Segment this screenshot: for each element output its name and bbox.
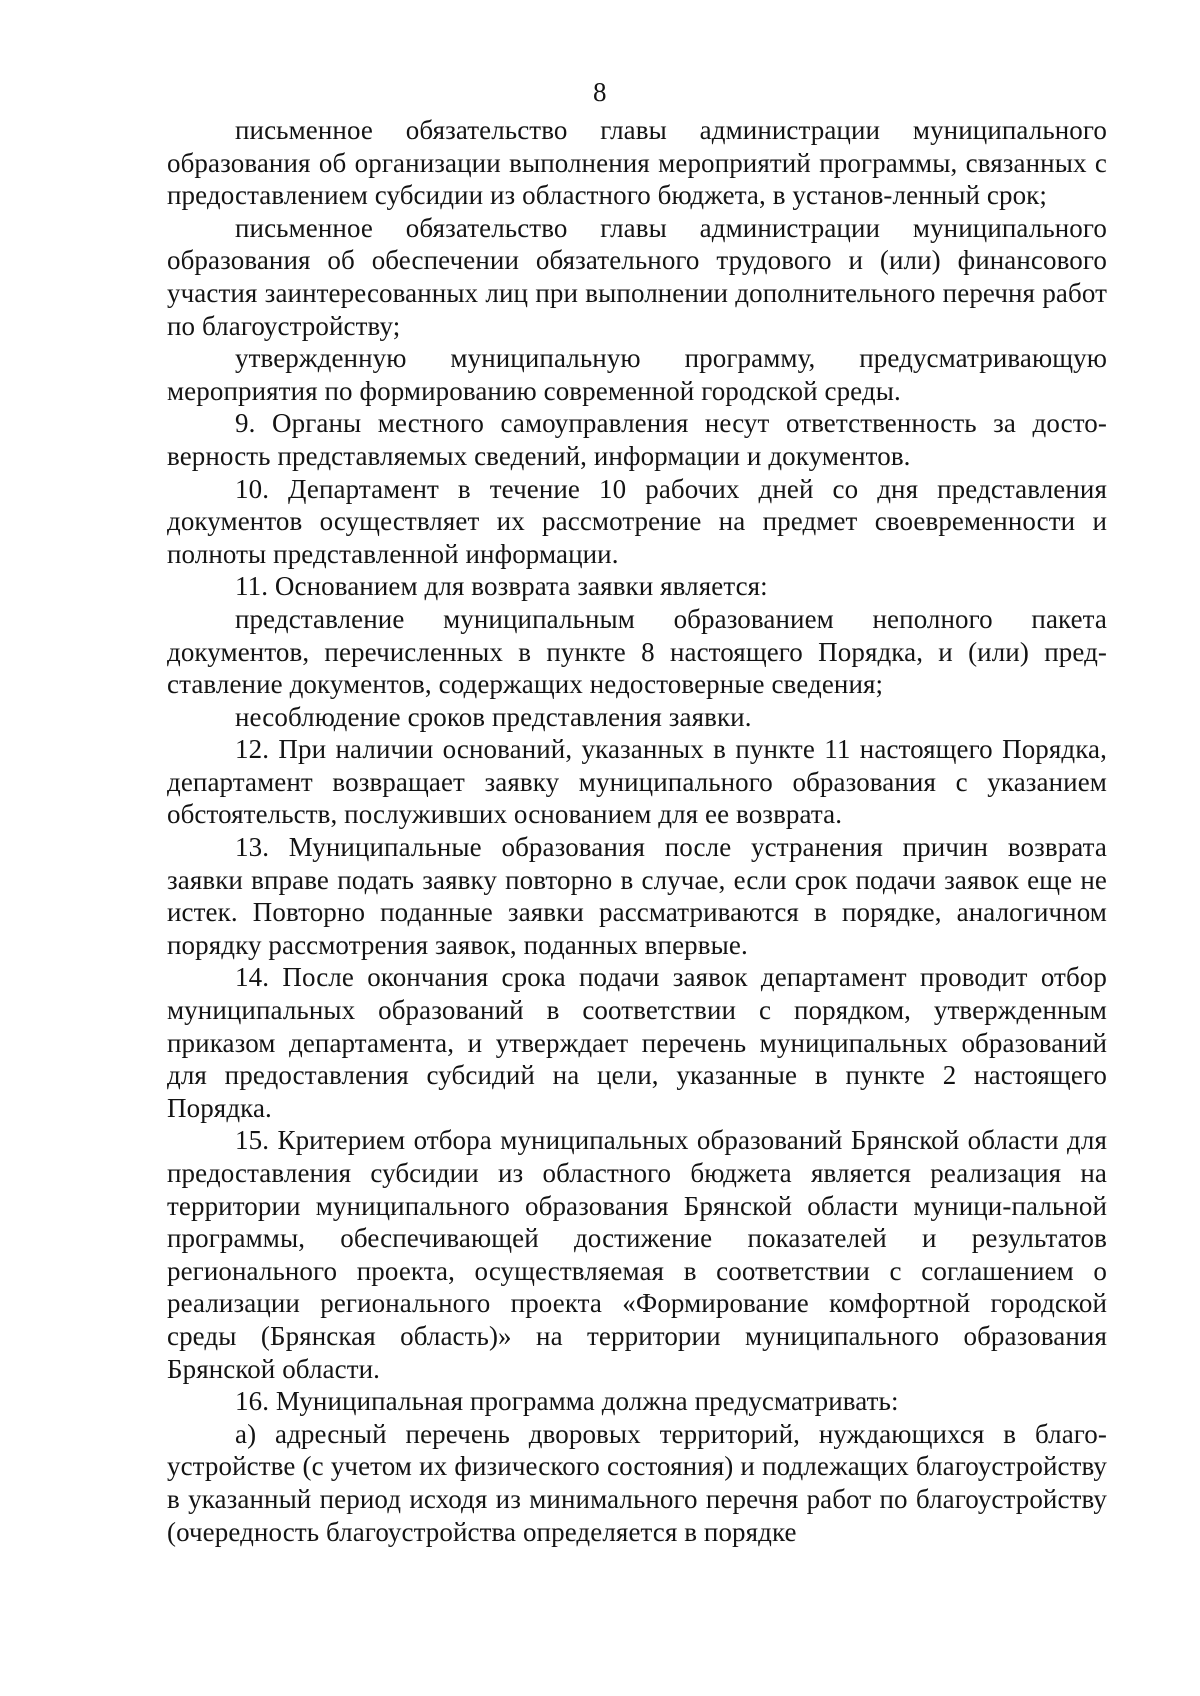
document-body: [167, 114, 1107, 1548]
paragraph-incomplete-package: представление муниципальным образованием неполного пакета документов, перечисленных в пункте 8 настоящего Порядка, и (или) пред-ставление документов, содержащих недостоверные сведения;: [167, 603, 1107, 700]
page-number: 8: [593, 77, 607, 107]
paragraph-item-16: 16. Муниципальная программа должна предусматривать:: [235, 1386, 899, 1417]
paragraph-obligation-participation: письменное обязательство главы администрации муниципального образования об обеспечении обязательного трудового и (или) финансового участия заинтересованных лиц при выполнении дополнительного перечня работ по благоустройству;: [167, 212, 1107, 341]
paragraph-obligation-organization: письменное обязательство главы администрации муниципального образования об организации выполнения мероприятий программы, связанных с предоставлением субсидии из областного бюджета, в установ-ленный срок;: [167, 115, 1107, 211]
paragraph-item-13: 13. Муниципальные образования после устранения причин возврата заявки вправе подать заявку повторно в случае, если срок подачи заявок еще не истек. Повторно поданные заявки рассматриваются в порядке, аналогичном порядку рассмотрения заявок, поданных впервые.: [167, 832, 1107, 960]
paragraph-item-12: 12. При наличии оснований, указанных в пункте 11 настоящего Порядка, департамент возвращает заявку муниципального образования с указанием обстоятельств, послуживших основанием для ее возврата.: [167, 734, 1107, 830]
paragraph-approved-program: утвержденную муниципальную программу, предусматривающую мероприятия по формированию современной городской среды.: [167, 343, 1107, 406]
paragraph-item-11: 11. Основанием для возврата заявки является:: [235, 571, 768, 602]
paragraph-item-10: 10. Департамент в течение 10 рабочих дней со дня представления документов осуществляет их рассмотрение на предмет своевременности и полноты представленной информации.: [167, 473, 1107, 569]
paragraph-item-15: 15. Критерием отбора муниципальных образований Брянской области для предоставления субсидии из областного бюджета является реализация на территории муниципального образования Брянской области муници-пальной программы, обеспечивающей достижение показателей и результатов регионального проекта, осуществляемая в соответствии с соглашением о реализации регионального проекта «Формирование комфортной городской среды (Брянская область)» на территории муниципального образования Брянской области.: [167, 1125, 1107, 1384]
paragraph-item-16a: а) адресный перечень дворовых территорий, нуждающихся в благо-устройстве (с учетом их физического состояния) и подлежащих благоустройству в указанный период исходя из минимального перечня работ по благоустройству (очередность благоустройства определяется в порядке: [167, 1418, 1107, 1547]
paragraph-deadline-violation: несоблюдение сроков представления заявки.: [235, 701, 752, 732]
paragraph-item-14: 14. После окончания срока подачи заявок департамент проводит отбор муниципальных образований в соответствии с порядком, утвержденным приказом департамента, и утверждает перечень муниципальных образований для предоставления субсидий на цели, указанные в пункте 2 настоящего Порядка.: [167, 962, 1107, 1123]
paragraph-item-9: 9. Органы местного самоуправления несут ответственность за досто-верность представляемых сведений, информации и документов.: [167, 408, 1107, 471]
